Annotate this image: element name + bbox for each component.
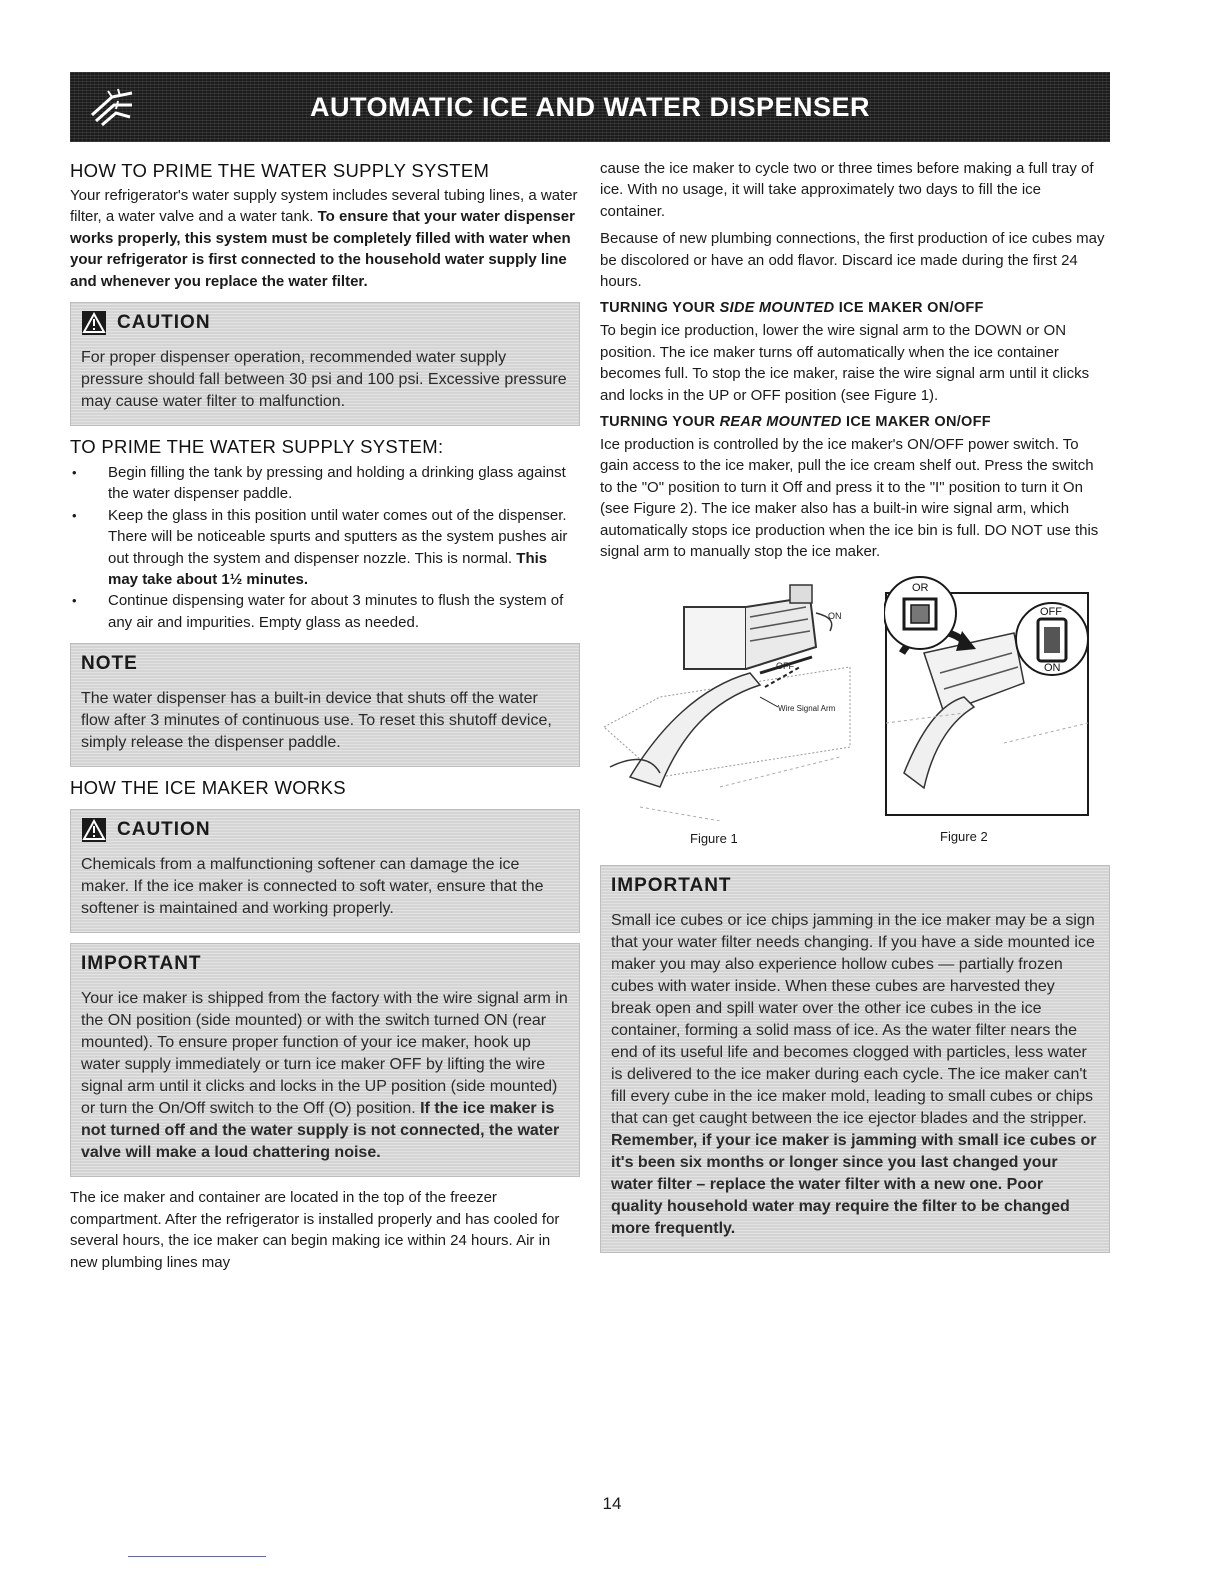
rear-mounted-paragraph: Ice production is controlled by the ice maker's ON/OFF power switch. To gain access to the ice maker, pull the ice cream shelf out. Press the switch to the "O" position to turn it Off and press it to the "I" position to turn it On (see Figure 2). The ice maker also has a built-in wire signal arm, which automatically stops ice production when the ice bin is full. DO NOT use this signal arm to manually stop the ice maker.	[600, 436, 1099, 561]
important-text: Your ice maker is shipped from the factory with the wire signal arm in the ON position (side mounted) or with the switch turned ON (rear mounted). To ensure proper function of your ice maker, hook up water supply immediately or turn ice maker OFF by lifting the wire signal arm until it clicks and locks in the UP position (side mounted) or turn the On/Off switch to the Off (O) position. If the ice maker is not turned off and the water supply is not connected, the water valve will make a loud chattering noise.	[81, 990, 568, 1162]
figure-2-off-label: OFF	[1040, 605, 1062, 618]
list-item: • Begin filling the tank by pressing and holding a drinking glass against the water dispenser paddle.	[70, 462, 580, 505]
figure-2-caption: Figure 2	[940, 828, 988, 844]
caution-title: CAUTION	[117, 312, 211, 334]
page-banner	[70, 72, 1110, 142]
important-title: IMPORTANT	[81, 953, 202, 975]
figure-2-illustration	[884, 573, 1090, 817]
rear-mounted-heading: TURNING YOUR REAR MOUNTED ICE MAKER ON/OFF	[600, 414, 991, 431]
figure-1-arm-label: Wire Signal Arm	[778, 703, 836, 713]
figure-2-or-label: OR	[912, 581, 929, 594]
figure-1-off-label: OFF	[776, 660, 794, 671]
list-item: • Keep the glass in this position until water comes out of the dispenser. There will be noticeable spurts and sputters as the system pushes air out through the system and dispenser nozzle. This is normal. This may take about 1½ minutes.	[70, 505, 580, 591]
important-box-shipping	[70, 943, 580, 1177]
plumbing-paragraph: Because of new plumbing connections, the first production of ice cubes may be discolored or have an odd flavor. Discard ice made during the first 24 hours.	[600, 230, 1105, 291]
note-header	[71, 644, 579, 684]
right-column	[600, 158, 1110, 1263]
footer-rule	[128, 1556, 266, 1557]
caution-header	[71, 810, 579, 850]
figure-1-on-label: ON	[828, 610, 842, 621]
prime-steps-list	[70, 462, 580, 633]
figure-1-illustration	[600, 577, 860, 821]
note-box	[70, 643, 580, 767]
side-mounted-heading: TURNING YOUR SIDE MOUNTED ICE MAKER ON/OFF	[600, 300, 984, 317]
snowflake-leaf-icon	[88, 85, 136, 129]
page-number: 14	[602, 1494, 622, 1513]
important-title: IMPORTANT	[611, 874, 732, 896]
banner-title: AUTOMATIC ICE AND WATER DISPENSER	[309, 91, 871, 122]
figure-1-caption: Figure 1	[690, 830, 738, 846]
prime-heading: HOW TO PRIME THE WATER SUPPLY SYSTEM	[70, 160, 490, 181]
important-header	[601, 866, 1109, 906]
caution-box-softener	[70, 809, 580, 933]
caution-title: CAUTION	[117, 819, 211, 841]
continued-paragraph: cause the ice maker to cycle two or three times before making a full tray of ice. With no usage, it will take approximately two days to fill the ice container.	[600, 160, 1094, 220]
warning-icon	[81, 310, 107, 336]
left-column	[70, 158, 580, 1279]
side-mounted-paragraph: To begin ice production, lower the wire signal arm to the DOWN or ON position. The ice maker turns off automatically when the ice container becomes full. To stop the ice maker, raise the wire signal arm until it clicks and locks in the UP or OFF position (see Figure 1).	[600, 322, 1090, 404]
figures	[600, 573, 1110, 855]
figure-2-on-label: ON	[1044, 661, 1061, 674]
important-text: Small ice cubes or ice chips jamming in the ice maker may be a sign that your water filter needs changing. If you have a side mounted ice maker you may also experience hollow cubes — partially frozen cubes with water inside. When these cubes are harvested they break open and spill water over the other ice cubes in the ice container, forming a solid mass of ice. As the water filter nears the end of its useful life and becomes clogged with particles, less water is delivered to the ice maker during each cycle. The ice maker can't fill every cube in the ice maker mold, leading to small cubes or chips that can get caught between the ice ejector blades and the stripper. Remember, if your ice maker is jamming with small ice cubes or it's been six months or longer since you last changed your water filter – replace the water filter with a new one. Poor quality household water may require the filter to be changed more frequently.	[611, 911, 1097, 1237]
note-title: NOTE	[81, 653, 138, 675]
caution-text: Chemicals from a malfunctioning softener can damage the ice maker. If the ice maker is connected to soft water, ensure that the softener is maintained and working properly.	[81, 856, 544, 918]
warning-icon	[81, 817, 107, 843]
caution-box-pressure	[70, 302, 580, 426]
caution-header	[71, 303, 579, 343]
ice-maker-paragraph: The ice maker and container are located in the top of the freezer compartment. After the refrigerator is installed properly and has cooled for several hours, the ice maker can begin making ice within 24 hours. Air in new plumbing lines may	[70, 1189, 560, 1271]
caution-text: For proper dispenser operation, recommended water supply pressure should fall between 30 psi and 100 psi. Excessive pressure may cause water filter to malfunction.	[81, 349, 567, 411]
important-box-filter	[600, 865, 1110, 1253]
important-header	[71, 944, 579, 984]
prime-steps-heading: TO PRIME THE WATER SUPPLY SYSTEM:	[70, 436, 444, 458]
prime-intro: Your refrigerator's water supply system includes several tubing lines, a water filter, a water valve and a water tank. To ensure that your water dispenser works properly, this system must be completely filled with water when your refrigerator is first connected to the household water supply line and whenever you replace the water filter.	[70, 187, 578, 290]
ice-maker-heading: HOW THE ICE MAKER WORKS	[70, 777, 346, 799]
note-text: The water dispenser has a built-in device that shuts off the water flow after 3 minutes of continuous use. To reset this shutoff device, simply release the dispenser paddle.	[81, 690, 552, 752]
list-item: • Continue dispensing water for about 3 minutes to flush the system of any air and impurities. Empty glass as needed.	[70, 590, 580, 633]
